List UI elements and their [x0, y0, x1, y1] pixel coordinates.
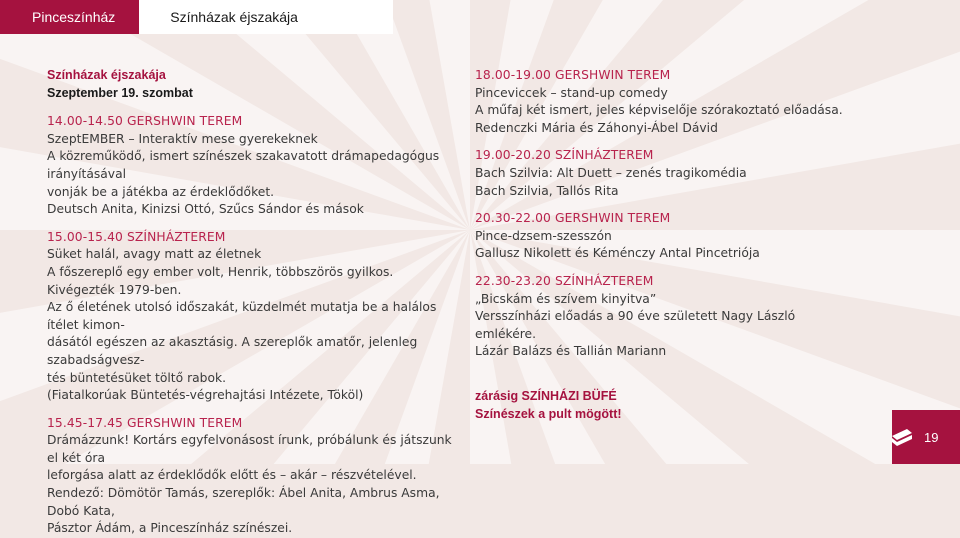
- event-line: (Fiatalkorúak Büntetés-végrehajtási Intézete, Tököl): [47, 388, 364, 403]
- section-date: Szeptember 19. szombat: [47, 86, 193, 101]
- event-line: dásától egészen az akasztásig. A szereplők amatőr, jelenleg szabadságvesz-: [47, 335, 418, 367]
- event-block: [475, 67, 845, 137]
- right-column: [475, 0, 845, 423]
- tab-pinceszinhaz[interactable]: Pinceszínház: [0, 0, 139, 34]
- event-line: Pásztor Ádám, a Pinceszínház színészei.: [47, 521, 293, 536]
- buffet-title: zárásig SZÍNHÁZI BÜFÉ: [475, 388, 617, 403]
- event-line: Pinceviccek – stand-up comedy: [475, 85, 668, 100]
- event-line: Az ő életének utolsó időszakát, küzdelmét mutatja be a halálos ítélet kimon-: [47, 300, 437, 332]
- event-line: A főszereplő egy ember volt, Henrik, többszörös gyilkos. Kivégezték 1979-ben.: [47, 264, 394, 297]
- event-line: Süket halál, avagy matt az életnek: [47, 247, 262, 262]
- event-block: [47, 113, 457, 219]
- event-block: [475, 210, 845, 263]
- event-line: A műfaj két ismert, jeles képviselője szórakoztató előadása.: [475, 103, 843, 118]
- event-line: Rendező: Dömötör Tamás, szereplők: Ábel Anita, Ambrus Asma, Dobó Kata,: [47, 486, 440, 518]
- event-time-venue: 20.30-22.00 GERSHWIN TEREM: [475, 211, 671, 226]
- event-line: Versszínházi előadás a 90 éve született Nagy László emlékére.: [475, 309, 796, 341]
- event-time-venue: 18.00-19.00 GERSHWIN TEREM: [475, 68, 671, 82]
- event-block: [475, 273, 845, 361]
- event-time-venue: 14.00-14.50 GERSHWIN TEREM: [47, 114, 243, 129]
- event-line: Bach Szilvia: Alt Duett – zenés tragikomédia: [475, 165, 747, 180]
- event-time-venue: 22.30-23.20 SZÍNHÁZTEREM: [475, 273, 654, 288]
- tab-szinhazak-ejszakaja[interactable]: Színházak éjszakája: [139, 0, 393, 34]
- event-line: tés büntetésüket töltő rabok.: [47, 370, 227, 385]
- event-line: Drámázzunk! Kortárs egyfelvonásost írunk, próbálunk és játszunk el két óra: [47, 433, 452, 465]
- left-column: [47, 0, 457, 538]
- event-line: vonják be a játékba az érdeklődőket.: [47, 184, 275, 199]
- event-line: SzeptEMBER – Interaktív mese gyerekeknek: [47, 131, 318, 146]
- book-icon: [890, 427, 914, 449]
- event-line: Deutsch Anita, Kinizsi Ottó, Szűcs Sándor és mások: [47, 202, 364, 217]
- event-line: Pince-dzsem-szesszón: [475, 228, 612, 243]
- event-line: Gallusz Nikolett és Kéménczy Antal Pincetriója: [475, 246, 760, 261]
- event-block: [475, 147, 845, 200]
- event-time-venue: 15.00-15.40 SZÍNHÁZTEREM: [47, 229, 226, 244]
- event-block: [47, 415, 457, 538]
- event-line: leforgása alatt az érdeklődők előtt és – akár – részvételével.: [47, 468, 417, 483]
- event-line: Redenczki Mária és Záhonyi-Ábel Dávid: [475, 120, 718, 135]
- event-line: A közreműködő, ismert színészek szakavatott drámapedagógus irányításával: [47, 149, 440, 181]
- event-line: Bach Szilvia, Tallós Rita: [475, 183, 619, 198]
- event-line: „Bicskám és szívem kinyitva”: [475, 291, 657, 306]
- event-line: Lázár Balázs és Tallián Mariann: [475, 344, 667, 359]
- event-time-venue: 19.00-20.20 SZÍNHÁZTEREM: [475, 148, 654, 163]
- section-title: Színházak éjszakája: [47, 68, 166, 82]
- event-time-venue: 15.45-17.45 GERSHWIN TEREM: [47, 415, 243, 430]
- event-block: [47, 229, 457, 405]
- page-number: 19: [924, 430, 939, 445]
- buffet-subtitle: Színészek a pult mögött!: [475, 406, 622, 421]
